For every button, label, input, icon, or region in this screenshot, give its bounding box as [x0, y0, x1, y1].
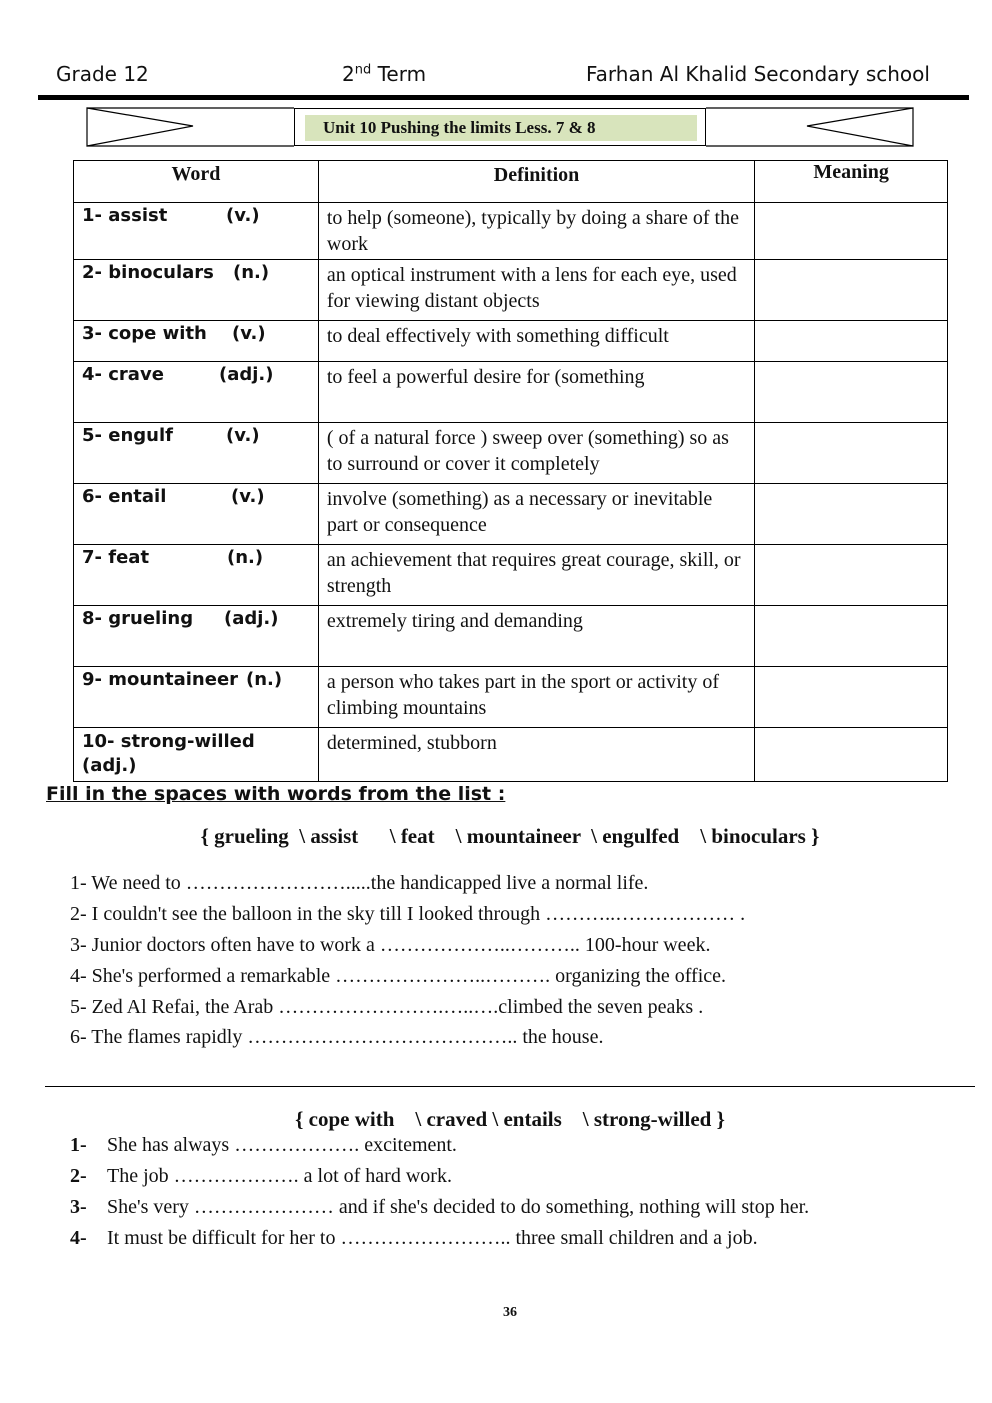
- word-text: 1- assist: [82, 205, 168, 226]
- definition-cell: to feel a powerful desire for (something: [318, 362, 754, 423]
- meaning-cell[interactable]: [755, 545, 948, 606]
- definition-cell: an optical instrument with a lens for each eye, used for viewing distant objects: [318, 260, 754, 321]
- item-number: 4-: [70, 1227, 87, 1249]
- header-rule: [38, 95, 969, 100]
- word-cell: [74, 321, 319, 362]
- definition-cell: determined, stubborn: [318, 728, 754, 782]
- table-row: [74, 484, 948, 545]
- table-row: [74, 545, 948, 606]
- sentence-1: 1- We need to …………………….....the handicapped live a normal life.: [70, 872, 649, 894]
- page-number: 36: [503, 1305, 517, 1320]
- word-list-2: { cope with \ craved \ entails \ strong-willed }: [295, 1107, 725, 1131]
- term-word: Term: [371, 62, 427, 86]
- meaning-cell[interactable]: [755, 728, 948, 782]
- header-word: Word: [74, 161, 319, 203]
- word-cell: [74, 545, 319, 606]
- term-label: [342, 62, 426, 86]
- item-text: It must be difficult for her to …………………….. three small children and a job.: [107, 1227, 758, 1249]
- table-header-row: [74, 161, 948, 203]
- definition-cell: an achievement that requires great courage, skill, or strength: [318, 545, 754, 606]
- meaning-cell[interactable]: [755, 667, 948, 728]
- unit-title-box: [294, 108, 706, 146]
- table-row: [74, 321, 948, 362]
- word-cell: [74, 606, 319, 667]
- term-superscript: nd: [354, 62, 372, 78]
- meaning-cell[interactable]: [755, 362, 948, 423]
- school-name: Farhan Al Khalid Secondary school: [586, 62, 930, 86]
- word-text: 2- binoculars: [82, 262, 214, 283]
- part-of-speech: (v.): [231, 486, 265, 507]
- unit-title: Unit 10 Pushing the limits Less. 7 & 8: [305, 115, 697, 141]
- word-text: 8- grueling: [82, 608, 194, 629]
- part-of-speech: (n.): [233, 262, 270, 283]
- term-number: 2: [342, 62, 355, 86]
- vocabulary-table: [73, 160, 948, 782]
- word-text: 9- mountaineer: [82, 669, 239, 690]
- definition-cell: a person who takes part in the sport or activity of climbing mountains: [318, 667, 754, 728]
- header-definition: Definition: [318, 161, 754, 203]
- word-cell: [74, 728, 319, 782]
- item-text: She's very ………………… and if she's decided to do something, nothing will stop her.: [107, 1196, 810, 1218]
- definition-cell: ( of a natural force ) sweep over (something) so as to surround or cover it completely: [318, 423, 754, 484]
- definition-cell: extremely tiring and demanding: [318, 606, 754, 667]
- left-arrow-shape: [87, 108, 193, 146]
- definition-cell: to help (someone), typically by doing a share of the work: [318, 203, 754, 260]
- word-text: 4- crave: [82, 364, 164, 385]
- table-row: [74, 728, 948, 782]
- sentence-3: 3- Junior doctors often have to work a ………………..……….. 100-hour week.: [70, 934, 711, 956]
- word-text: 6- entail: [82, 486, 167, 507]
- grade-label: Grade 12: [56, 62, 149, 86]
- item-number: 3-: [70, 1196, 87, 1218]
- table-row: [74, 423, 948, 484]
- right-arrow-shape: [807, 108, 913, 146]
- item-number: 2-: [70, 1165, 87, 1187]
- word-cell: [74, 667, 319, 728]
- table-row: [74, 606, 948, 667]
- part-of-speech: (v.): [226, 425, 260, 446]
- meaning-cell[interactable]: [755, 260, 948, 321]
- part-of-speech: (adj.): [224, 608, 279, 629]
- meaning-cell[interactable]: [755, 606, 948, 667]
- word-cell: [74, 203, 319, 260]
- sentence-4: 4- She's performed a remarkable …………………..………. organizing the office.: [70, 965, 727, 987]
- table-row: [74, 260, 948, 321]
- part-of-speech: (v.): [232, 323, 266, 344]
- part-of-speech: (n.): [227, 547, 264, 568]
- word-cell: [74, 484, 319, 545]
- part-of-speech: (adj.): [82, 755, 137, 776]
- word-list-1: { grueling \ assist \ feat \ mountaineer \ engulfed \ binoculars }: [200, 824, 820, 848]
- header-meaning: Meaning: [755, 161, 948, 203]
- definition-cell: involve (something) as a necessary or inevitable part or consequence: [318, 484, 754, 545]
- meaning-cell[interactable]: [755, 484, 948, 545]
- table-row: [74, 667, 948, 728]
- sentence-6: 6- The flames rapidly ………………………………….. the house.: [70, 1026, 604, 1048]
- item-text: She has always ………………. excitement.: [107, 1134, 457, 1156]
- word-text: 7- feat: [82, 547, 150, 568]
- table-row: [74, 362, 948, 423]
- sentence-2: 2- I couldn't see the balloon in the sky till I looked through ………..……………… .: [70, 903, 746, 925]
- word-cell: [74, 423, 319, 484]
- definition-cell: to deal effectively with something difficult: [318, 321, 754, 362]
- meaning-cell[interactable]: [755, 203, 948, 260]
- exercise-title: Fill in the spaces with words from the list :: [46, 783, 506, 805]
- word-text: 5- engulf: [82, 425, 173, 446]
- word-cell: [74, 362, 319, 423]
- word-cell: [74, 260, 319, 321]
- word-text: 10- strong-willed: [82, 731, 255, 752]
- meaning-cell[interactable]: [755, 423, 948, 484]
- meaning-cell[interactable]: [755, 321, 948, 362]
- part-of-speech: (v.): [226, 205, 260, 226]
- word-text: 3- cope with: [82, 323, 207, 344]
- sentence-5: 5- Zed Al Refai, the Arab …………………….…..….climbed the seven peaks .: [70, 996, 704, 1018]
- part-of-speech: (n.): [246, 669, 283, 690]
- part-of-speech: (adj.): [219, 364, 274, 385]
- item-text: The job ………………. a lot of hard work.: [107, 1165, 452, 1187]
- table-row: [74, 203, 948, 260]
- item-number: 1-: [70, 1134, 87, 1156]
- section-divider: [45, 1086, 975, 1087]
